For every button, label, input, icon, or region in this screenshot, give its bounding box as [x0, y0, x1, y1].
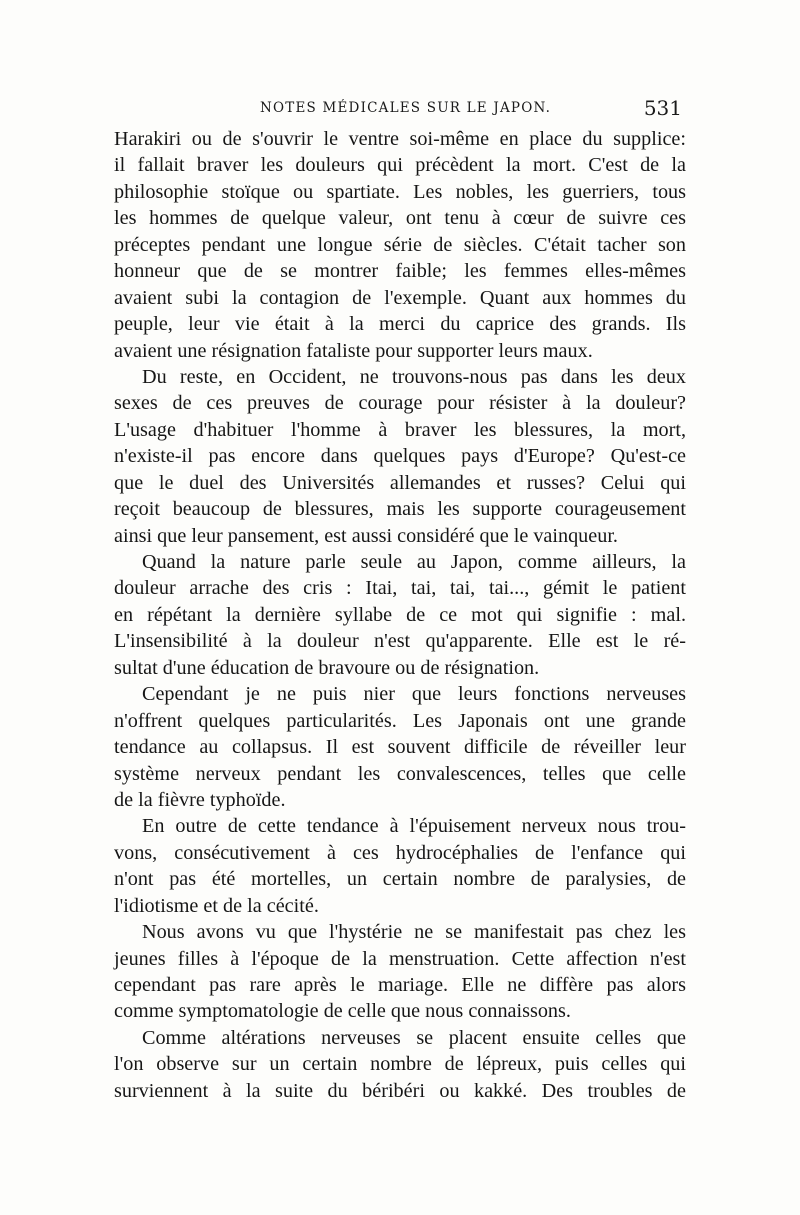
- body-text: [114, 126, 686, 1104]
- text-line: avaient subi la contagion de l'exemple. Quant aux hommes du: [114, 286, 686, 309]
- text-line: cependant pas rare après le mariage. Elle ne diffère pas alors: [114, 974, 686, 996]
- text-line: de la fièvre typhoïde.: [114, 788, 286, 811]
- text-line: douleur arrache des cris : Itai, tai, tai, tai..., gémit le patient: [114, 577, 686, 600]
- text-line: honneur que de se montrer faible; les femmes elles-mêmes: [114, 260, 686, 283]
- text-line: il fallait braver les douleurs qui précèdent la mort. C'est de la: [114, 154, 686, 177]
- text-line: Harakiri ou de s'ouvrir le ventre soi-même en place du supplice:: [114, 128, 686, 150]
- text-line: avaient une résignation fataliste pour supporter leurs maux.: [114, 339, 593, 362]
- text-line: ainsi que leur pansement, est aussi considéré que le vainqueur.: [114, 524, 618, 547]
- text-line: L'usage d'habituer l'homme à braver les blessures, la mort,: [114, 418, 686, 441]
- text-line: surviennent à la suite du béribéri ou kakké. Des troubles de: [114, 1079, 686, 1102]
- paragraph-start-line: Comme altérations nerveuses se placent ensuite celles que: [142, 1026, 686, 1049]
- paragraph-start-line: Nous avons vu que l'hystérie ne se manifestait pas chez les: [142, 921, 686, 944]
- text-line: que le duel des Universités allemandes et russes? Celui qui: [114, 471, 686, 494]
- text-line: n'existe-il pas encore dans quelques pays d'Europe? Qu'est-ce: [114, 445, 686, 468]
- text-line: sultat d'une éducation de bravoure ou de résignation.: [114, 656, 540, 679]
- text-line: n'offrent quelques particularités. Les Japonais ont une grande: [114, 709, 686, 732]
- page-header: [114, 96, 682, 122]
- paragraph-start-line: Du reste, en Occident, ne trouvons-nous pas dans les deux: [142, 365, 686, 388]
- text-line: peuple, leur vie était à la merci du caprice des grands. Ils: [114, 313, 686, 336]
- text-line: en répétant la dernière syllabe de ce mot qui signifie : mal.: [114, 603, 686, 626]
- text-line: tendance au collapsus. Il est souvent difficile de réveiller leur: [114, 736, 686, 759]
- text-line: jeunes filles à l'époque de la menstruation. Cette affection n'est: [114, 947, 686, 970]
- page-number: 531: [643, 96, 682, 120]
- text-line: les hommes de quelque valeur, ont tenu à cœur de suivre ces: [114, 207, 686, 230]
- text-line: sexes de ces preuves de courage pour résister à la douleur?: [114, 392, 686, 415]
- text-line: L'insensibilité à la douleur n'est qu'apparente. Elle est le ré-: [114, 630, 686, 653]
- text-line: philosophie stoïque ou spartiate. Les nobles, les guerriers, tous: [114, 180, 686, 203]
- paragraph-start-line: En outre de cette tendance à l'épuisement nerveux nous trou-: [142, 815, 686, 838]
- text-line: vons, consécutivement à ces hydrocéphalies de l'enfance qui: [114, 841, 686, 864]
- text-line: n'ont pas été mortelles, un certain nombre de paralysies, de: [114, 868, 686, 891]
- running-title: NOTES MÉDICALES SUR LE JAPON.: [260, 100, 552, 116]
- text-line: reçoit beaucoup de blessures, mais les supporte courageusement: [114, 498, 686, 521]
- text-line: l'idiotisme et de la cécité.: [114, 894, 319, 917]
- text-line: système nerveux pendant les convalescences, telles que celle: [114, 762, 686, 785]
- text-line: l'on observe sur un certain nombre de lépreux, puis celles qui: [114, 1053, 686, 1076]
- text-line: comme symptomatologie de celle que nous connaissons.: [114, 1000, 571, 1023]
- paragraph-start-line: Cependant je ne puis nier que leurs fonctions nerveuses: [142, 683, 686, 706]
- text-line: préceptes pendant une longue série de siècles. C'était tacher son: [114, 233, 686, 256]
- paragraph-start-line: Quand la nature parle seule au Japon, comme ailleurs, la: [142, 551, 686, 573]
